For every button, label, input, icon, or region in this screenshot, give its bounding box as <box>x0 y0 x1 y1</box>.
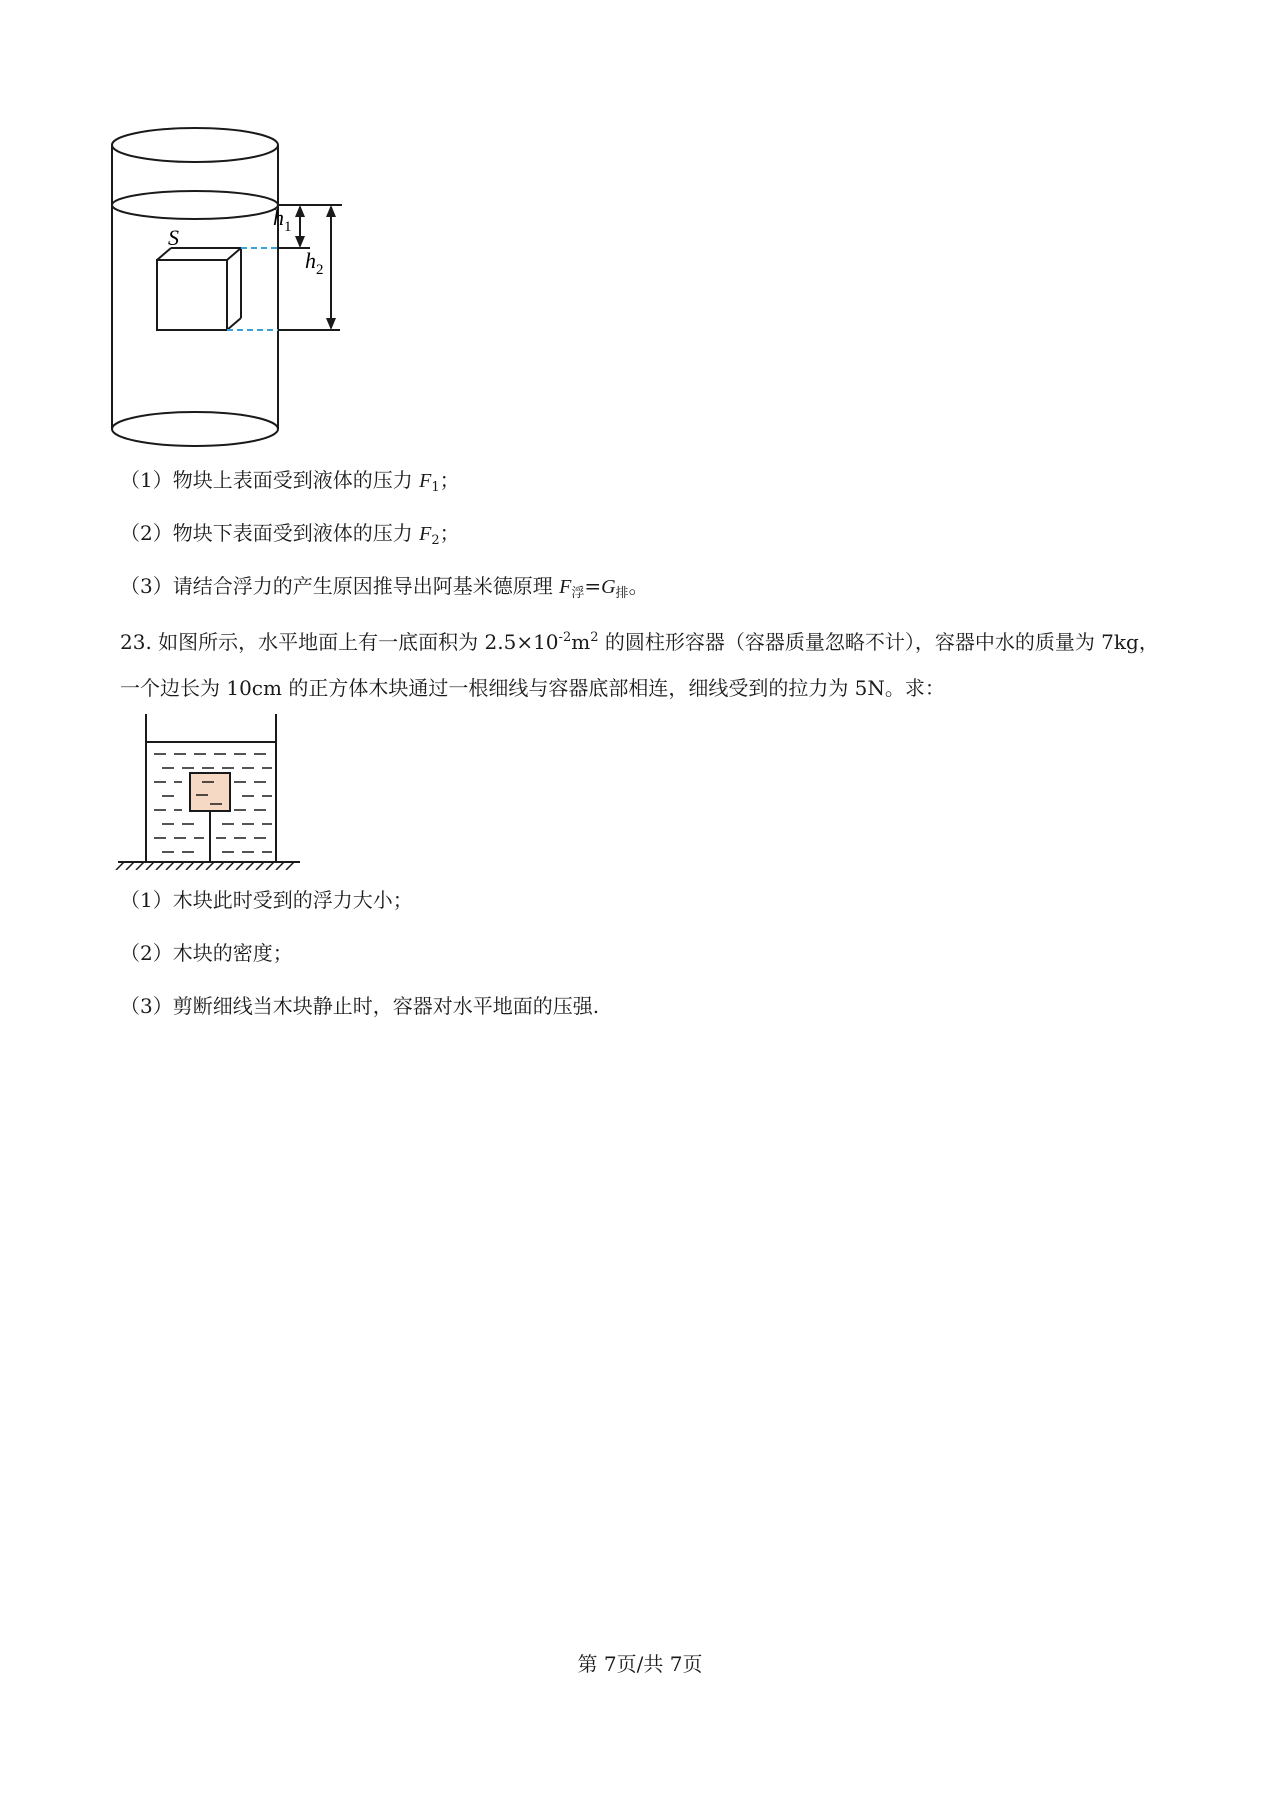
q22-part3: （3）请结合浮力的产生原因推导出阿基米德原理 $F_浮=G_排$。 <box>120 574 649 601</box>
wood-block <box>190 773 230 811</box>
q23-intro: 23. 如图所示，水平地面上有一底面积为 $2.5\times 10^{-2}m^2$ 的圆柱形容器（容器质量忽略不计），容器中水的质量为 7kg，一个边长为 10cm 的正方体木块通过一根细线与容器底部相连，细线受到的拉力为 5N。求： <box>120 630 1159 700</box>
label-h1: h <box>273 205 284 230</box>
q22-part1: （1）物块上表面受到液体的压力 $F_1$； <box>120 468 460 495</box>
q22-part2: （2）物块下表面受到液体的压力 $F_2$； <box>120 521 460 548</box>
figure-cylinder-diagram <box>110 125 390 455</box>
q23-part3: （3）剪断细线当木块静止时，容器对水平地面的压强. <box>120 994 600 1018</box>
svg-text:h1 <box>273 205 292 235</box>
q23-part1: （1）木块此时受到的浮力大小； <box>120 888 413 912</box>
page-footer: 第 7页/共 7页 <box>577 1652 703 1676</box>
figure-container-diagram <box>110 710 310 870</box>
label-s: S <box>168 225 179 250</box>
q23-part2: （2）木块的密度； <box>120 941 293 965</box>
label-h1-sub: 1 <box>284 219 292 235</box>
label-h2: h <box>305 248 316 273</box>
svg-text:h2 <box>305 248 324 278</box>
label-h2-sub: 2 <box>316 262 324 278</box>
